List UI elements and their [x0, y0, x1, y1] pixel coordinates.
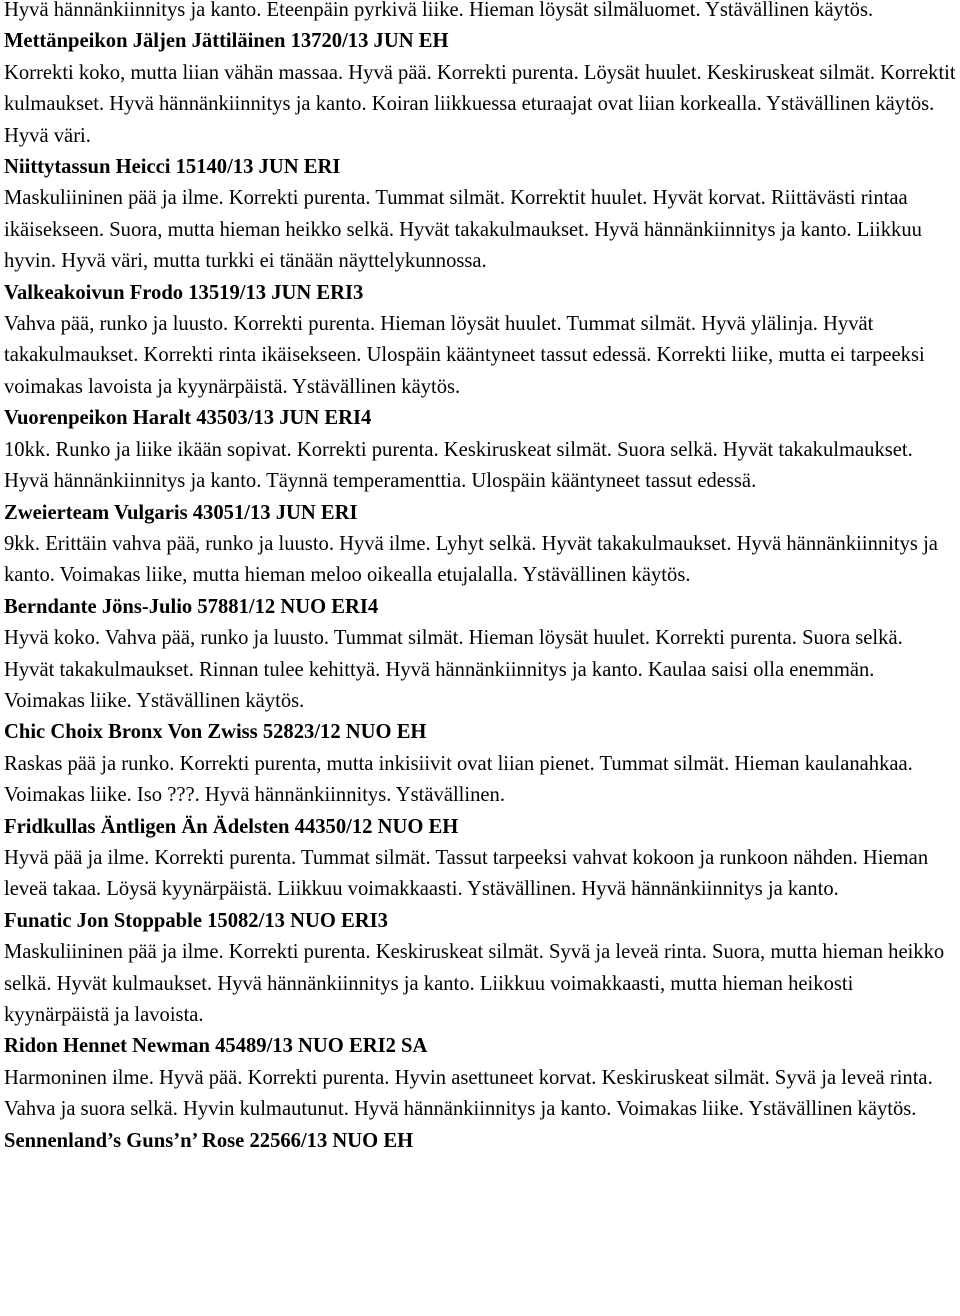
dog-critique: Hyvä koko. Vahva pää, runko ja luusto. Tummat silmät. Hieman löysät huulet. Korrekti purenta. Suora selkä. Hyvät takakulmaukset. Rinnan tulee kehittyä. Hyvä hännänkiinnitys ja kanto. Kaulaa saisi olla enemmän. Voimakas liike. Ystävällinen käytös. — [4, 627, 903, 712]
dog-entry — [4, 812, 956, 906]
dog-title: Berndante Jöns-Julio 57881/12 NUO ERI4 — [4, 595, 379, 618]
dog-title: Chic Choix Bronx Von Zwiss 52823/12 NUO EH — [4, 721, 427, 744]
dog-critique: Raskas pää ja runko. Korrekti purenta, mutta inkisiivit ovat liian pienet. Tummat silmät. Hieman kaulanahkaa. Voimakas liike. Iso ???. Hyvä hännänkiinnitys. Ystävällinen. — [4, 752, 913, 807]
dog-entry — [4, 592, 956, 718]
dog-title: Mettänpeikon Jäljen Jättiläinen 13720/13 JUN EH — [4, 30, 449, 53]
dog-title: Funatic Jon Stoppable 15082/13 NUO ERI3 — [4, 909, 388, 932]
lead-paragraph: Hyvä hännänkiinnitys ja kanto. Eteenpäin pyrkivä liike. Hieman löysät silmäluomet. Ystävällinen käytös. — [4, 0, 874, 21]
dog-entry — [4, 906, 956, 1032]
dog-critique: 10kk. Runko ja liike ikään sopivat. Korrekti purenta. Keskiruskeat silmät. Suora selkä. Hyvät takakulmaukset. Hyvä hännänkiinnitys ja kanto. Täynnä temperamenttia. Ulospäin kääntyneet tassut edessä. — [4, 438, 913, 493]
dog-critique: Maskuliininen pää ja ilme. Korrekti purenta. Keskiruskeat silmät. Syvä ja leveä rinta. Suora, mutta hieman heikko selkä. Hyvät kulmaukset. Hyvä hännänkiinnitys ja kanto. Liikkuu voimakkaasti, mutta hieman heikosti kyynärpäistä ja lavoista. — [4, 941, 945, 1026]
dog-title: Niittytassun Heicci 15140/13 JUN ERI — [4, 156, 341, 179]
dog-entry — [4, 498, 956, 592]
dog-critique: Harmoninen ilme. Hyvä pää. Korrekti purenta. Hyvin asettuneet korvat. Keskiruskeat silmät. Syvä ja leveä rinta. Vahva ja suora selkä. Hyvin kulmautunut. Hyvä hännänkiinnitys ja kanto. Voimakas liike. Ystävällinen käytös. — [4, 1066, 933, 1121]
dog-title: Zweierteam Vulgaris 43051/13 JUN ERI — [4, 501, 358, 524]
dog-entry — [4, 26, 956, 152]
dog-entry — [4, 403, 956, 497]
dog-critique: Korrekti koko, mutta liian vähän massaa. Hyvä pää. Korrekti purenta. Löysät huulet. Keskiruskeat silmät. Korrektit kulmaukset. Hyvä hännänkiinnitys ja kanto. Koiran liikkuessa eturaajat ovat liian korkealla. Ystävällinen käytös. Hyvä väri. — [4, 61, 956, 147]
dog-title: Fridkullas Äntligen Än Ädelsten 44350/12 NUO EH — [4, 815, 459, 838]
dog-critique: Hyvä pää ja ilme. Korrekti purenta. Tummat silmät. Tassut tarpeeksi vahvat kokoon ja runkoon nähden. Hieman leveä takaa. Löysä kyynärpäistä. Liikkuu voimakkaasti. Ystävällinen. Hyvä hännänkiinnitys ja kanto. — [4, 846, 929, 901]
dog-entry — [4, 1031, 956, 1125]
dog-title: Sennenland’s Guns’n’ Rose 22566/13 NUO EH — [4, 1129, 414, 1152]
dog-title: Vuorenpeikon Haralt 43503/13 JUN ERI4 — [4, 407, 372, 430]
dog-entry — [4, 152, 956, 278]
dog-critique: Vahva pää, runko ja luusto. Korrekti purenta. Hieman löysät huulet. Tummat silmät. Hyvä ylälinja. Hyvät takakulmaukset. Korrekti rinta ikäisekseen. Ulospäin kääntyneet tassut edessä. Korrekti liike, mutta ei tarpeeksi voimakas lavoista ja kyynärpäistä. Ystävällinen käytös. — [4, 313, 925, 398]
dog-title: Ridon Hennet Newman 45489/13 NUO ERI2 SA — [4, 1035, 428, 1058]
dog-entry — [4, 717, 956, 811]
dog-entry — [4, 278, 956, 404]
dog-critique: Maskuliininen pää ja ilme. Korrekti purenta. Tummat silmät. Korrektit huulet. Hyvät korvat. Riittävästi rintaa ikäisekseen. Suora, mutta hieman heikko selkä. Hyvät takakulmaukset. Hyvä hännänkiinnitys ja kanto. Liikkuu hyvin. Hyvä väri, mutta turkki ei tänään näyttelykunnossa. — [4, 187, 922, 273]
dog-entry — [4, 1126, 956, 1157]
dog-title: Valkeakoivun Frodo 13519/13 JUN ERI3 — [4, 281, 364, 304]
dog-critique: 9kk. Erittäin vahva pää, runko ja luusto. Hyvä ilme. Lyhyt selkä. Hyvät takakulmaukset. Hyvä hännänkiinnitys ja kanto. Voimakas liike, mutta hieman meloo oikealla etujalalla. Ystävällinen käytös. — [4, 532, 938, 587]
